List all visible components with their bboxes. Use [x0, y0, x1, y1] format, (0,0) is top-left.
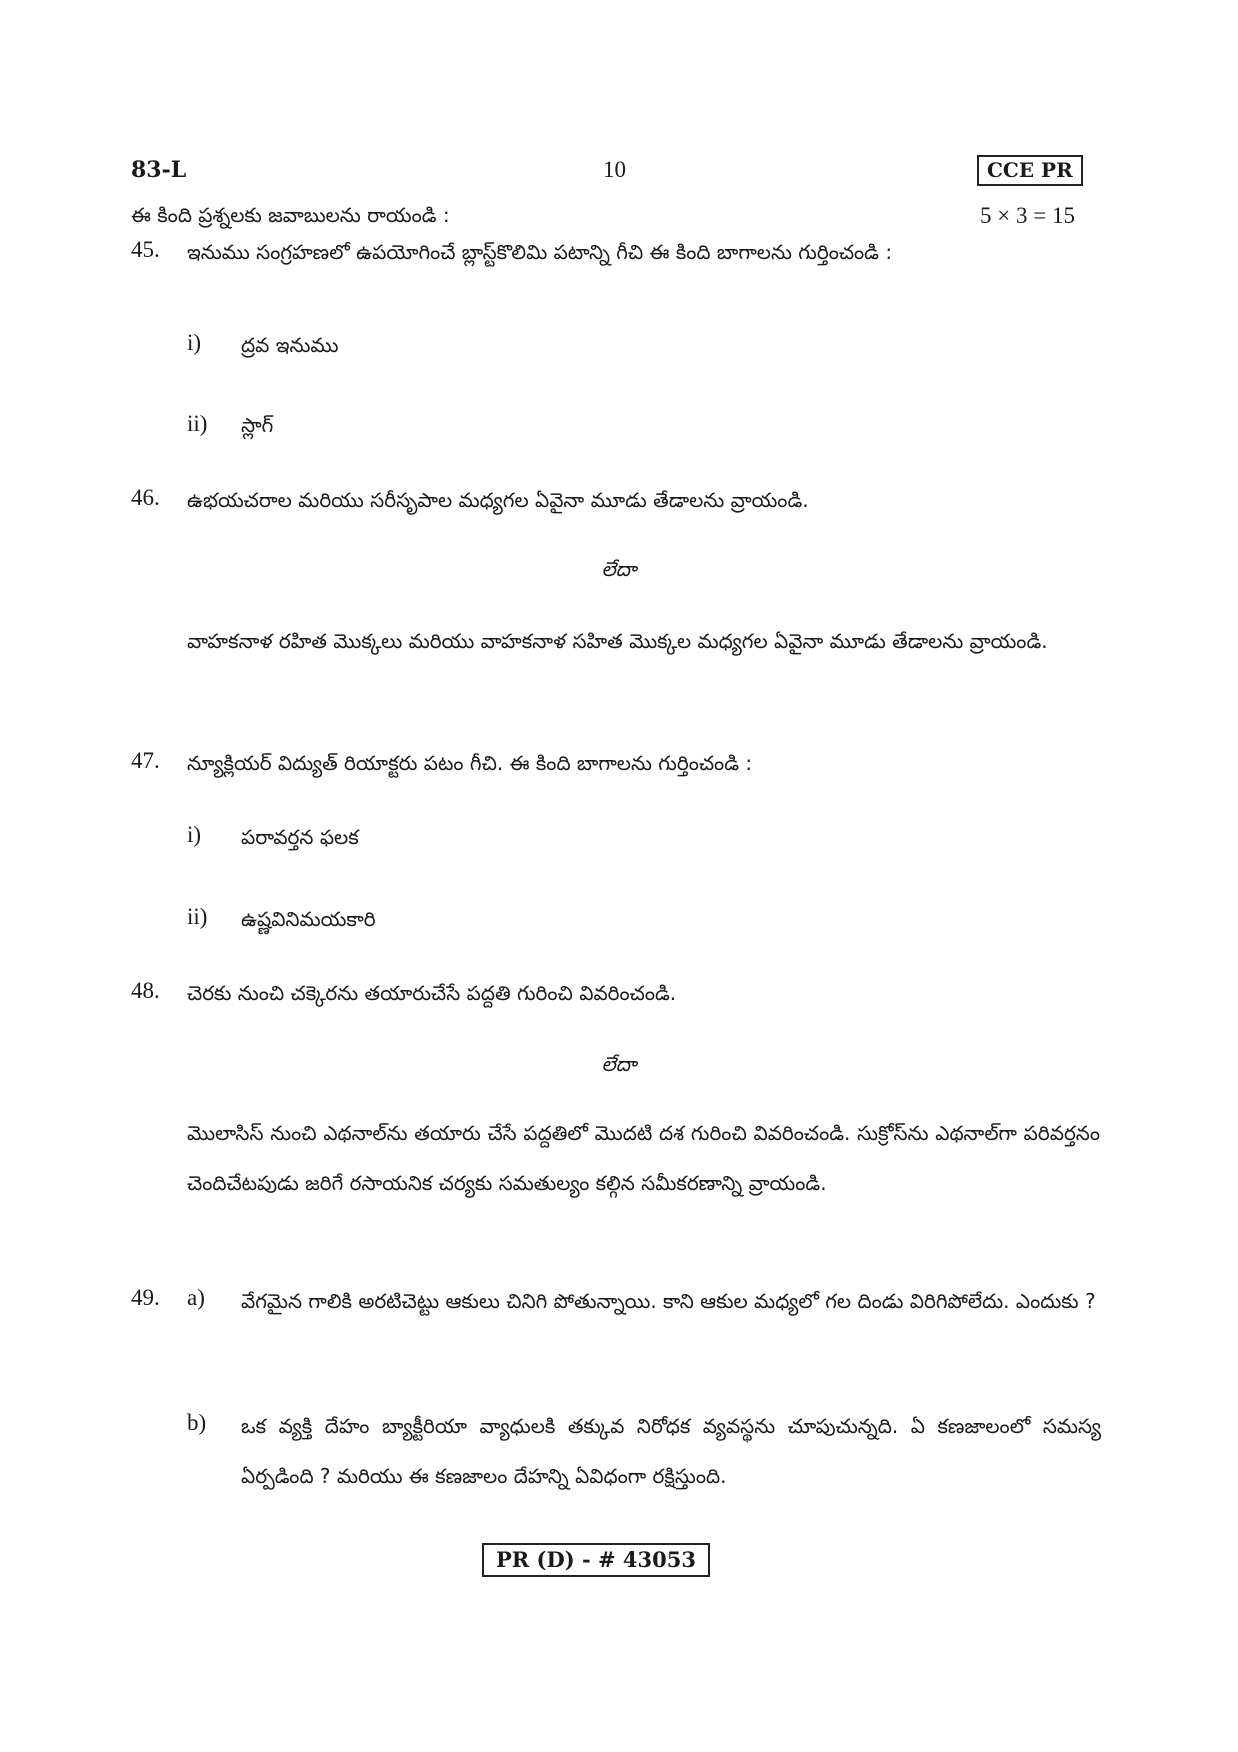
- part-label: a): [187, 1285, 205, 1310]
- question-text: ఉభయచరాల మరియు సరీసృపాల మధ్యగల ఏవైనా మూడు తేడాలను వ్రాయండి.: [187, 488, 809, 512]
- part-label: ii): [187, 411, 208, 436]
- question-number: 49.: [131, 1285, 160, 1310]
- section-instruction: ఈ కింది ప్రశ్నలకు జవాబులను రాయండి :: [131, 203, 450, 227]
- paper-code: 83-L: [131, 157, 187, 183]
- question-number: 47.: [131, 748, 160, 773]
- part-label: i): [187, 330, 202, 355]
- part-label: i): [187, 822, 202, 847]
- part-text: స్లాగ్: [241, 413, 274, 437]
- alternate-question: వాహకనాళ రహిత మొక్కలు మరియు వాహకనాళ సహిత మొక్కల మధ్యగల ఏవైనా మూడు తేడాలను వ్రాయండి.: [187, 629, 1048, 653]
- alternate-question: మొలాసిస్ నుంచి ఎథనాల్‌ను తయారు చేసే పద్దతిలో మొదటి దశ గురించి వివరించండి. సుక్రోస్‌ను ఎథనాల్‌గా పరివర్తనం చెందిచేటపుడు జరిగే రసాయనిక చర్యకు సమతుల్యం కల్గిన సమీకరణాన్ని వ్రాయండి.: [187, 1121, 1100, 1195]
- question-text: చెరకు నుంచి చక్కెరను తయారుచేసే పద్దతి గురించి వివరించండి.: [187, 981, 677, 1005]
- question-text: ఇనుము సంగ్రహణలో ఉపయోగించే బ్లాస్ట్‌కొలిమి పటాన్ని గీచి ఈ కింది బాగాలను గుర్తించండి :: [187, 240, 893, 264]
- part-text: ద్రవ ఇనుము: [241, 333, 339, 357]
- question-number: 48.: [131, 978, 160, 1003]
- part-text: పరావర్తన ఫలక: [241, 825, 359, 849]
- question-text: న్యూక్లియర్ విద్యుత్ రియాక్టరు పటం గీచి. ఈ కింది బాగాలను గుర్తించండి :: [187, 751, 753, 775]
- question-number: 46.: [131, 485, 160, 510]
- section-marks: 5 × 3 = 15: [980, 203, 1075, 228]
- part-text: ఉష్ణవినిమయకారి: [241, 907, 376, 931]
- part-label: ii): [187, 904, 208, 929]
- part-label: b): [187, 1410, 207, 1435]
- or-divider: లేదా: [601, 1052, 637, 1076]
- page-number: 10: [603, 157, 626, 182]
- footer-code-badge: PR (D) - # 43053: [482, 1543, 710, 1577]
- part-text: వేగమైన గాలికి అరటిచెట్టు ఆకులు చినిగి పోతున్నాయి. కాని ఆకుల మధ్యలో గల దిండు విరిగిపోలేదు. ఎందుకు ?: [241, 1289, 1096, 1313]
- series-badge: CCE PR: [977, 155, 1083, 186]
- or-divider: లేదా: [601, 557, 637, 581]
- question-number: 45.: [131, 237, 160, 262]
- part-text: ఒక వ్యక్తి దేహం బ్యాక్టీరియా వ్యాధులకి తక్కువ నిరోధక వ్యవస్థను చూపుచున్నది. ఏ కణజాలంలో సమస్య ఏర్పడింది ? మరియు ఈ కణజాలం దేహన్ని ఏవిధంగా రక్షిస్తుంది.: [241, 1414, 1101, 1488]
